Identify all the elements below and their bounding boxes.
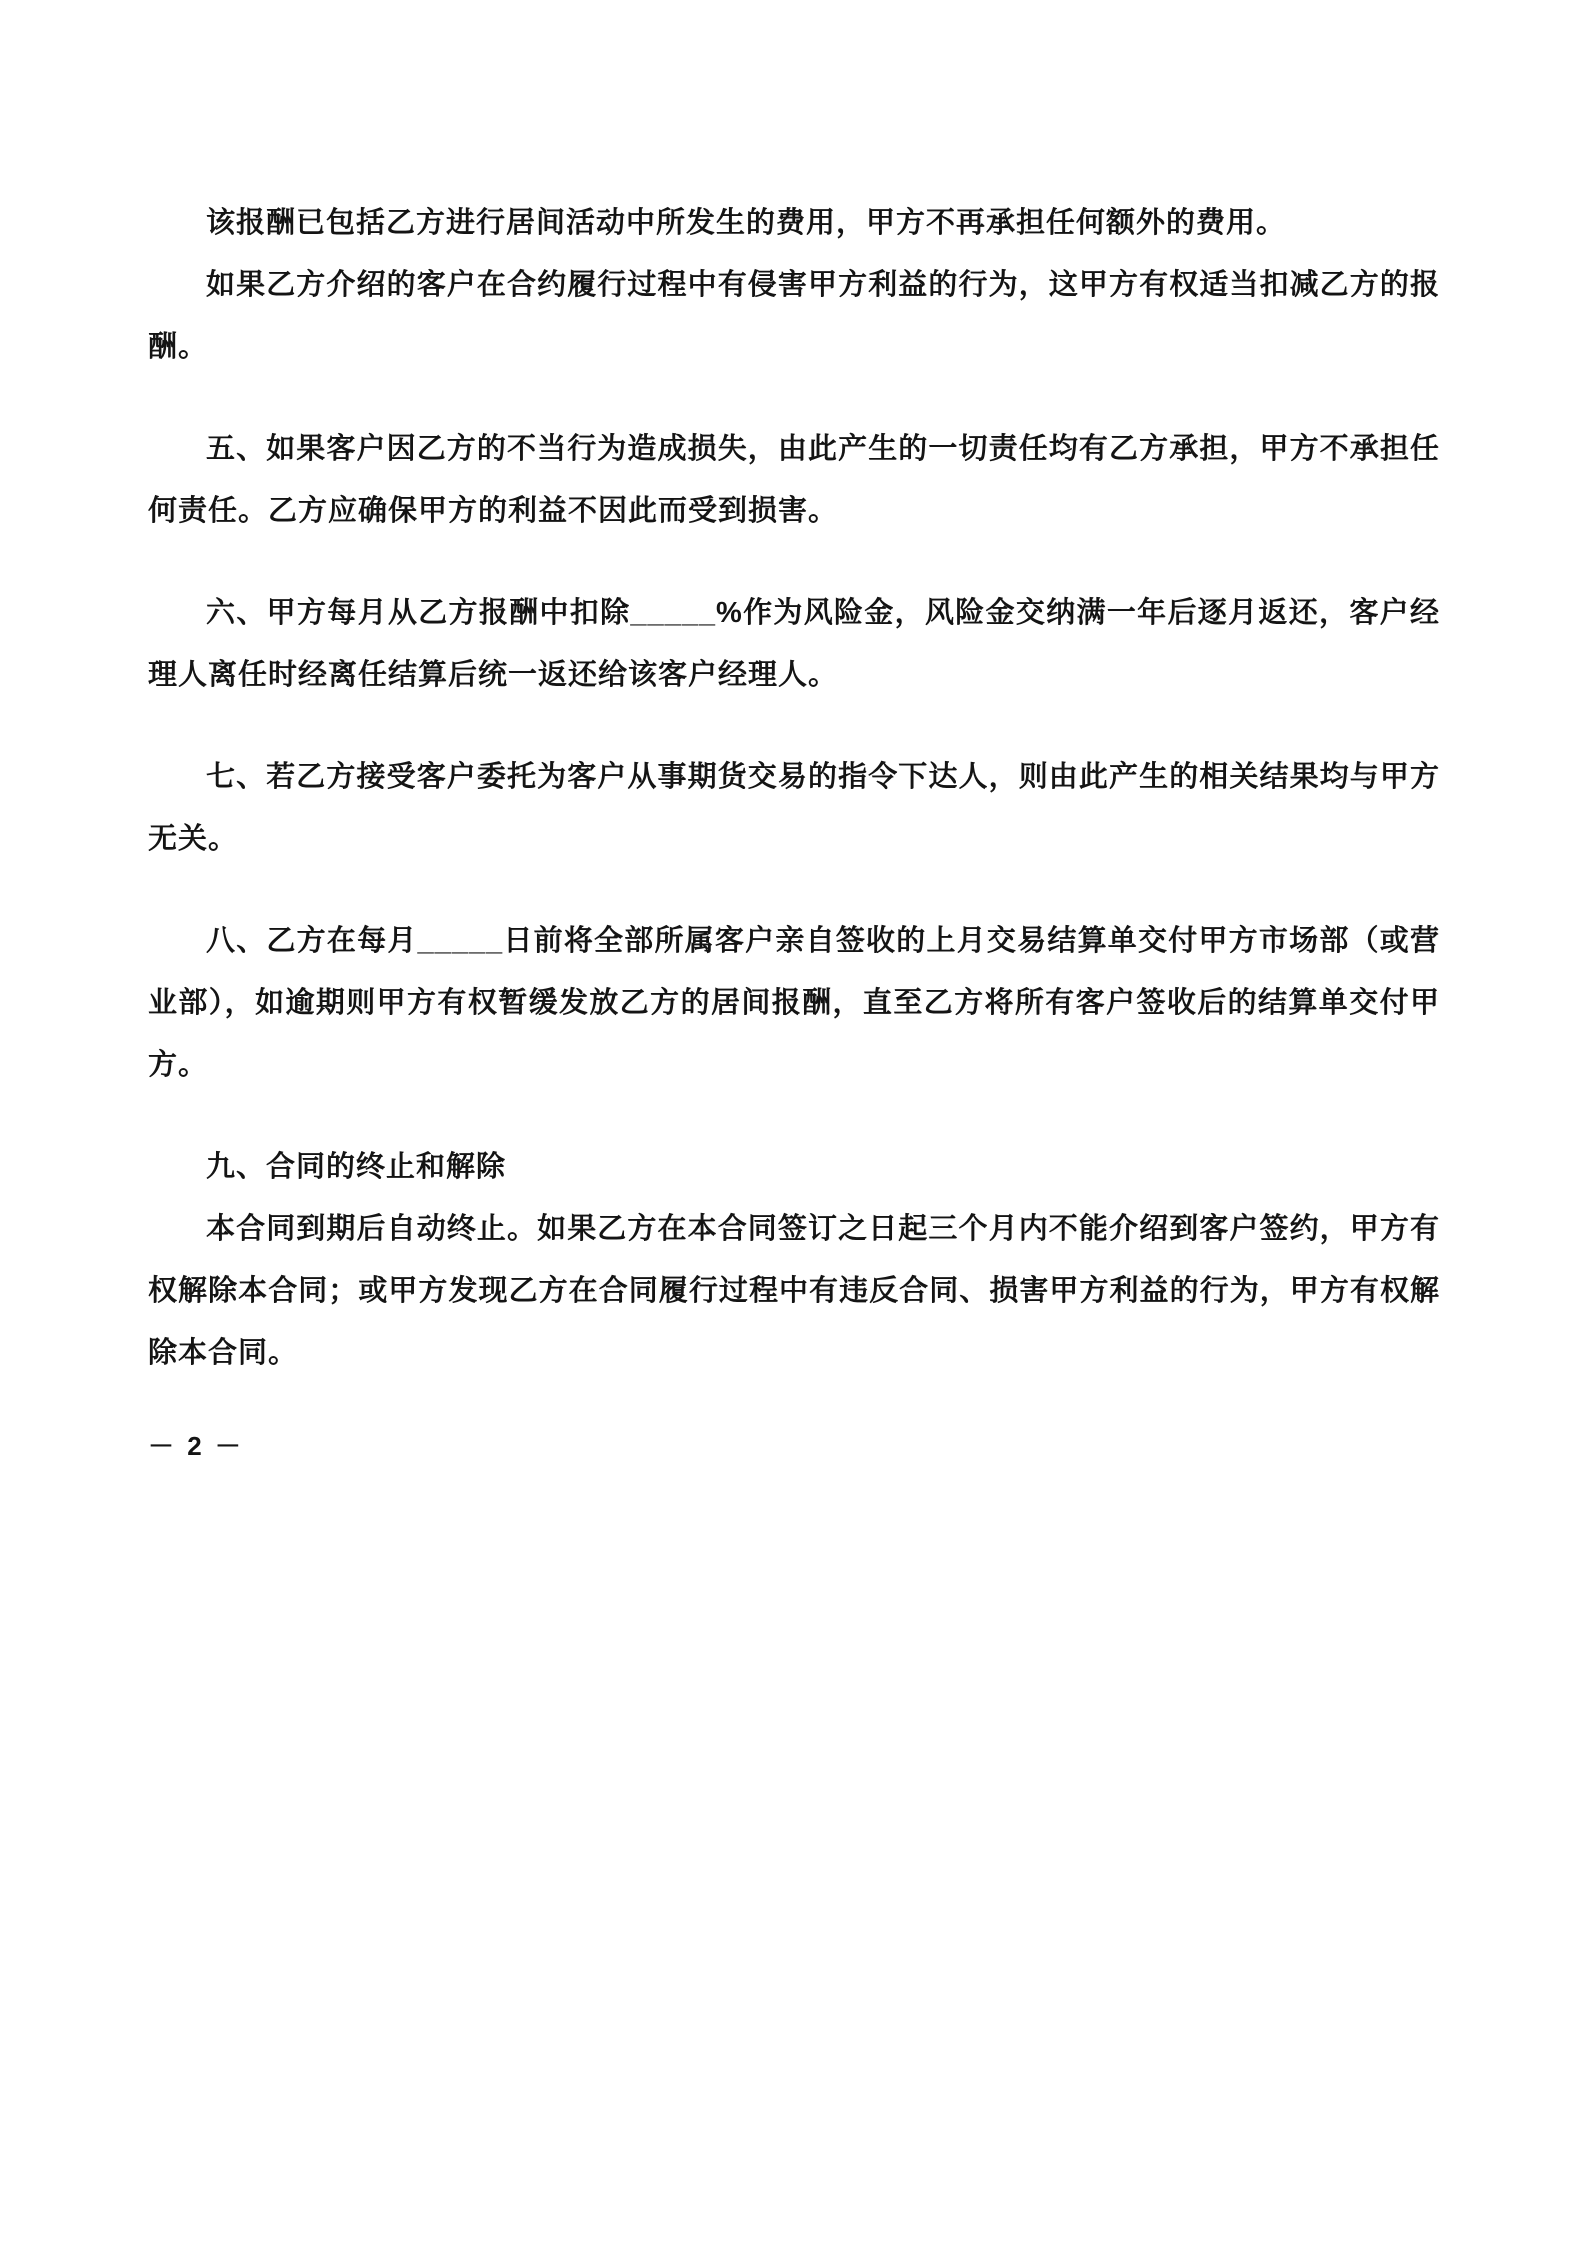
- paragraph-remuneration-costs: 该报酬已包括乙方进行居间活动中所发生的费用，甲方不再承担任何额外的费用。: [206, 207, 1287, 239]
- paragraph-client-harm-deduct: 如果乙方介绍的客户在合约履行过程中有侵害甲方利益的行为，这甲方有权适当扣减乙方的报酬。: [148, 269, 1440, 363]
- paragraph-clause-6: 六、甲方每月从乙方报酬中扣除_____%作为风险金，风险金交纳满一年后逐月返还，客户经理人离任时经离任结算后统一返还给该客户经理人。: [148, 597, 1440, 691]
- paragraph-clause-8: 八、乙方在每月_____日前将全部所属客户亲自签收的上月交易结算单交付甲方市场部（或营业部），如逾期则甲方有权暂缓发放乙方的居间报酬，直至乙方将所有客户签收后的结算单交付甲方。: [148, 925, 1440, 1081]
- paragraph-clause-9-body: 本合同到期后自动终止。如果乙方在本合同签订之日起三个月内不能介绍到客户签约，甲方有权解除本合同；或甲方发现乙方在合同履行过程中有违反合同、损害甲方利益的行为，甲方有权解除本合同。: [148, 1213, 1440, 1369]
- paragraph-clause-7: 七、若乙方接受客户委托为客户从事期货交易的指令下达人，则由此产生的相关结果均与甲方无关。: [148, 761, 1440, 855]
- paragraph-clause-9-heading: 九、合同的终止和解除: [206, 1151, 507, 1183]
- page-number: － 2 －: [148, 1431, 244, 1461]
- paragraph-clause-5: 五、如果客户因乙方的不当行为造成损失，由此产生的一切责任均有乙方承担，甲方不承担任何责任。乙方应确保甲方的利益不因此而受到损害。: [148, 433, 1440, 527]
